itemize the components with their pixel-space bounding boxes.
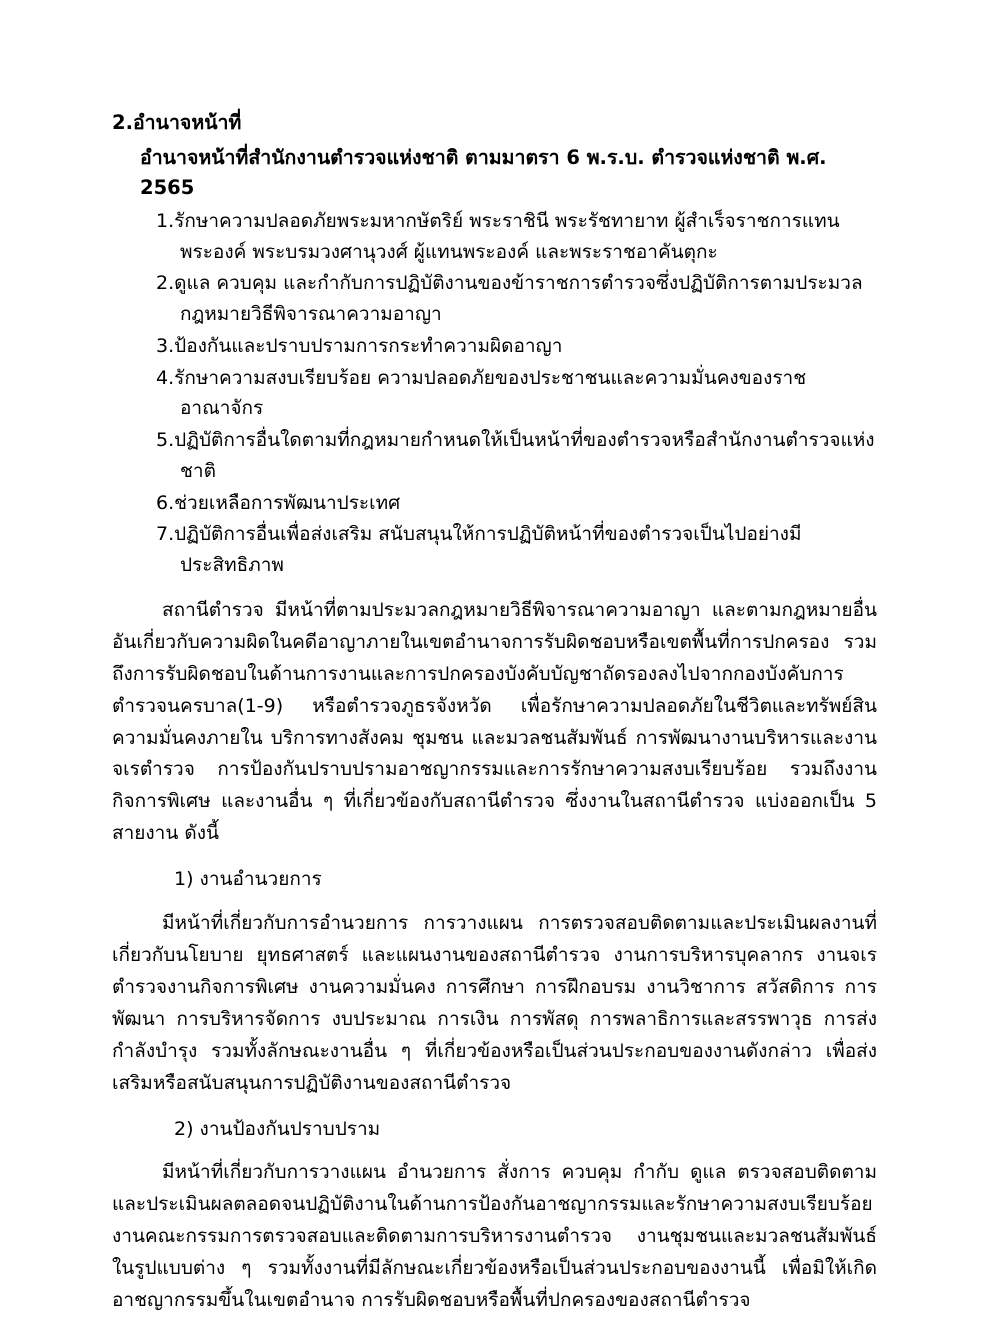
section-1-title: 1) งานอำนวยการ <box>174 868 322 891</box>
list-item-text: ปฏิบัติการอื่นใดตามที่กฎหมายกำหนดให้เป็นหน้าที่ของตำรวจหรือสำนักงานตำรวจแห่งชาติ <box>174 429 875 482</box>
list-item <box>112 268 877 330</box>
paragraph-section-2-body: มีหน้าที่เกี่ยวกับการวางแผน อำนวยการ สั่งการ ควบคุม กำกับ ดูแล ตรวจสอบติดตามและประเมินผลตลอดจนปฏิบัติงานในด้านการป้องกันอาชญากรรมและรักษาความสงบเรียบร้อยงานคณะกรรมการตรวจสอบและติดตามการบริหารงานตำรวจ งานชุมชนและมวลชนสัมพันธ์ในรูปแบบต่าง ๆ รวมทั้งงานที่มีลักษณะเกี่ยวข้องหรือเป็นส่วนประกอบของงานนี้ เพื่อมิให้เกิดอาชญากรรมขึ้นในเขตอำนาจ การรับผิดชอบหรือพื้นที่ปกครองของสถานีตำรวจ <box>112 1161 877 1312</box>
list-item-text: ปฏิบัติการอื่นเพื่อส่งเสริม สนับสนุนให้การปฏิบัติหน้าที่ของตำรวจเป็นไปอย่างมีประสิทธิภาพ <box>174 523 802 577</box>
list-item-text: ป้องกันและปราบปรามการกระทำความผิดอาญา <box>174 334 563 357</box>
list-item-number: 2. <box>156 272 175 295</box>
duties-list <box>112 206 877 581</box>
list-item-text: รักษาความปลอดภัยพระมหากษัตริย์ พระราชินี พระรัชทายาท ผู้สำเร็จราชการแทนพระองค์ พระบรมวงศานุวงศ์ ผู้แทนพระองค์ และพระราชอาคันตุกะ <box>174 209 840 263</box>
list-item-text: ช่วยเหลือการพัฒนาประเทศ <box>174 491 401 514</box>
paragraph-section-1-body: มีหน้าที่เกี่ยวกับการอำนวยการ การวางแผน การตรวจสอบติดตามและประเมินผลงานที่เกี่ยวกับนโยบาย ยุทธศาสตร์ และแผนงานของสถานีตำรวจ งานการบริหารบุคลากร งานจเรตำรวจงานกิจการพิเศษ งานความมั่นคง การศึกษา การฝึกอบรม งานวิชาการ สวัสดิการ การพัฒนา การบริหารจัดการ งบประมาณ การเงิน การพัสดุ การพลาธิการและสรรพาวุธ การส่งกำลังบำรุง รวมทั้งลักษณะงานอื่น ๆ ที่เกี่ยวข้องหรือเป็นส่วนประกอบของงานดังกล่าว เพื่อส่งเสริมหรือสนับสนุนการปฏิบัติงานของสถานีตำรวจ <box>112 912 877 1094</box>
list-item <box>112 206 877 268</box>
list-item-number: 1. <box>156 209 175 232</box>
list-item-number: 5. <box>156 429 175 452</box>
list-item <box>112 425 877 487</box>
list-item <box>112 519 877 581</box>
list-item <box>112 488 877 519</box>
list-item-number: 4. <box>156 366 175 389</box>
list-item-text: ดูแล ควบคุม และกำกับการปฏิบัติงานของข้าราชการตำรวจซึ่งปฏิบัติการตามประมวลกฎหมายวิธีพิจารณาความอาญา <box>174 272 863 326</box>
list-item <box>112 363 877 425</box>
page-title: 2.อำนาจหน้าที่ <box>112 111 242 134</box>
list-item-text: รักษาความสงบเรียบร้อย ความปลอดภัยของประชาชนและความมั่นคงของราชอาณาจักร <box>174 366 807 420</box>
list-item-number: 7. <box>156 523 175 546</box>
section-subtitle: อำนาจหน้าที่สำนักงานตำรวจแห่งชาติ ตามมาตรา 6 พ.ร.บ. ตำรวจแห่งชาติ พ.ศ. 2565 <box>140 146 827 199</box>
list-item <box>112 331 877 362</box>
list-item-number: 3. <box>156 334 175 357</box>
paragraph-station-overview: สถานีตำรวจ มีหน้าที่ตามประมวลกฎหมายวิธีพิจารณาความอาญา และตามกฎหมายอื่นอันเกี่ยวกับความผิดในคดีอาญาภายในเขตอำนาจการรับผิดชอบหรือเขตพื้นที่การปกครอง รวมถึงการรับผิดชอบในด้านการงานและการปกครองบังคับบัญชาถัดรองลงไปจากกองบังคับการตำรวจนครบาล(1-9) หรือตำรวจภูธรจังหวัด เพื่อรักษาความปลอดภัยในชีวิตและทรัพย์สิน ความมั่นคงภายใน บริการทางสังคม ชุมชน และมวลชนสัมพันธ์ การพัฒนางานบริหารและงานจเรตำรวจ การป้องกันปราบปรามอาชญากรรมและการรักษาความสงบเรียบร้อย รวมถึงงานกิจการพิเศษ และงานอื่น ๆ ที่เกี่ยวข้องกับสถานีตำรวจ ซึ่งงานในสถานีตำรวจ แบ่งออกเป็น 5 สายงาน ดังนี้ <box>112 598 877 845</box>
list-item-number: 6. <box>156 491 175 514</box>
section-2-title: 2) งานป้องกันปราบปราม <box>174 1117 381 1140</box>
